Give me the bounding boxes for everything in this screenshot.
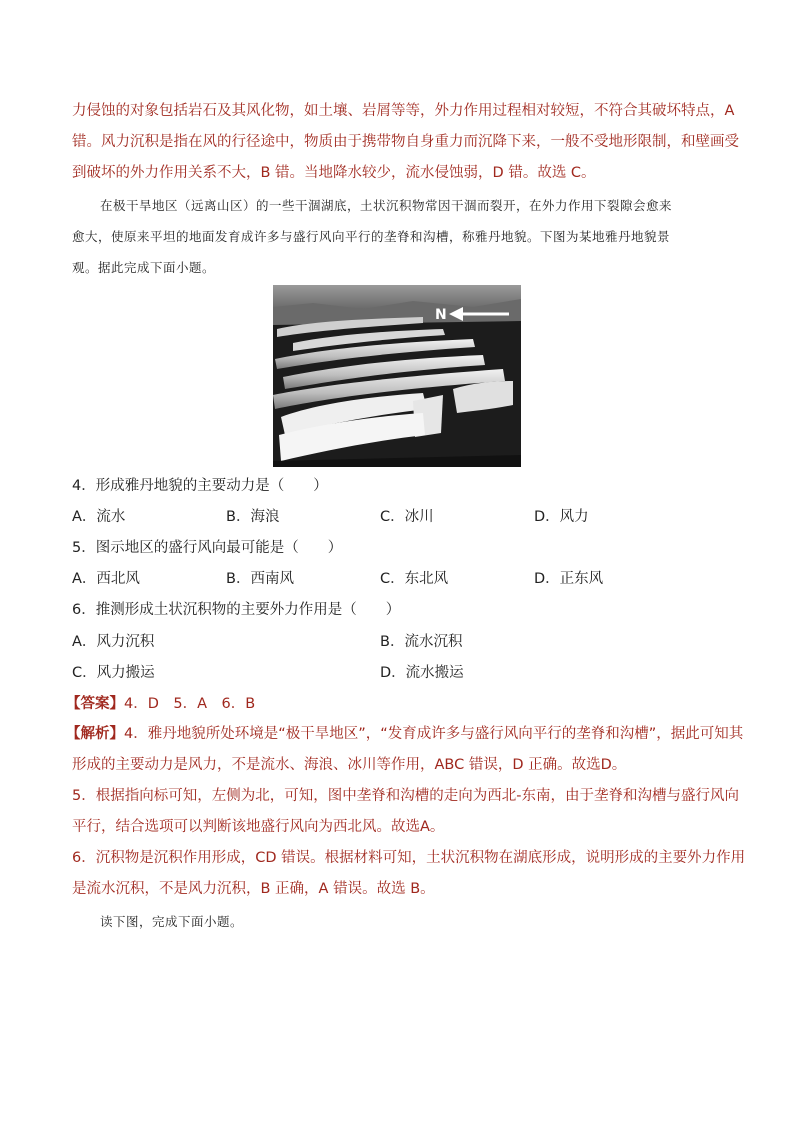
analysis-label: 【解析】 (66, 726, 124, 742)
question-5-option-b: B．西南风 (226, 571, 294, 587)
question-stem-line: 愈大，使原来平坦的地面发育成许多与盛行风向平行的垄脊和沟槽，称雅丹地貌。下图为某地雅丹地貌景 (72, 229, 671, 244)
question-6-option-a: A．风力沉积 (72, 634, 155, 650)
question-6-option-c: C．风力搬运 (72, 665, 155, 681)
analysis-line: 形成的主要动力是风力，不是流水、海浪、冰川等作用，ABC 错误，D 正确。故选D。 (72, 757, 627, 773)
question-4-option-c: C．冰川 (380, 509, 434, 525)
question-5-option-d: D．正东风 (534, 571, 604, 587)
answer-text: 4．D 5．A 6．B (124, 696, 256, 712)
question-stem-line: 观。据此完成下面小题。 (72, 260, 216, 275)
question-5-option-a: A．西北风 (72, 571, 140, 587)
previous-explanation-line: 错。风力沉积是指在风的行径途中，物质由于携带物自身重力而沉降下来，一般不受地形限制，和壁画受 (72, 134, 739, 150)
analysis-line: 平行，结合选项可以判断该地盛行风向为西北风。故选A。 (72, 819, 445, 835)
answer-line (66, 692, 255, 716)
question-stem-line: 在极干旱地区（远离山区）的一些干涸湖底，土状沉积物常因干涸而裂开，在外力作用下裂隙会愈来 (100, 198, 673, 213)
next-question-prompt: 读下图，完成下面小题。 (100, 914, 244, 929)
question-4: 4．形成雅丹地貌的主要动力是（ ） (72, 478, 328, 494)
analysis-line: 是流水沉积，不是风力沉积，B 正确，A 错误。故选 B。 (72, 881, 435, 897)
question-5-option-c: C．东北风 (380, 571, 449, 587)
previous-explanation (72, 96, 739, 189)
north-label: N (435, 307, 447, 323)
previous-explanation-line: 到破坏的外力作用关系不大，B 错。当地降水较少，流水侵蚀弱，D 错。故选 C。 (72, 165, 596, 181)
yardang-landscape-illustration (273, 285, 521, 467)
question-5: 5．图示地区的盛行风向最可能是（ ） (72, 540, 343, 556)
question-6: 6．推测形成土状沉积物的主要外力作用是（ ） (72, 602, 401, 618)
question-4-option-b: B．海浪 (226, 509, 280, 525)
question-4-option-a: A．流水 (72, 509, 126, 525)
previous-explanation-line: 力侵蚀的对象包括岩石及其风化物，如土壤、岩屑等等，外力作用过程相对较短，不符合其破坏特点，A (72, 103, 735, 119)
analysis-line-text: 4．雅丹地貌所处环境是“极干旱地区”，“发育成许多与盛行风向平行的垄脊和沟槽”，据此可知其 (124, 726, 744, 742)
question-4-option-d: D．风力 (534, 509, 589, 525)
analysis-line (66, 719, 744, 750)
analysis-line: 6．沉积物是沉积作用形成，CD 错误。根据材料可知，土状沉积物在湖底形成，说明形成的主要外力作用 (72, 850, 746, 866)
answer-label: 【答案】 (66, 696, 124, 712)
analysis-line: 5．根据指向标可知，左侧为北，可知，图中垄脊和沟槽的走向为西北-东南，由于垄脊和沟槽与盛行风向 (72, 788, 739, 804)
analysis (66, 719, 746, 905)
yardang-landscape-photo (273, 285, 521, 467)
question-6-option-b: B．流水沉积 (380, 634, 463, 650)
question-stem (72, 190, 722, 283)
question-6-option-d: D．流水搬运 (380, 665, 464, 681)
